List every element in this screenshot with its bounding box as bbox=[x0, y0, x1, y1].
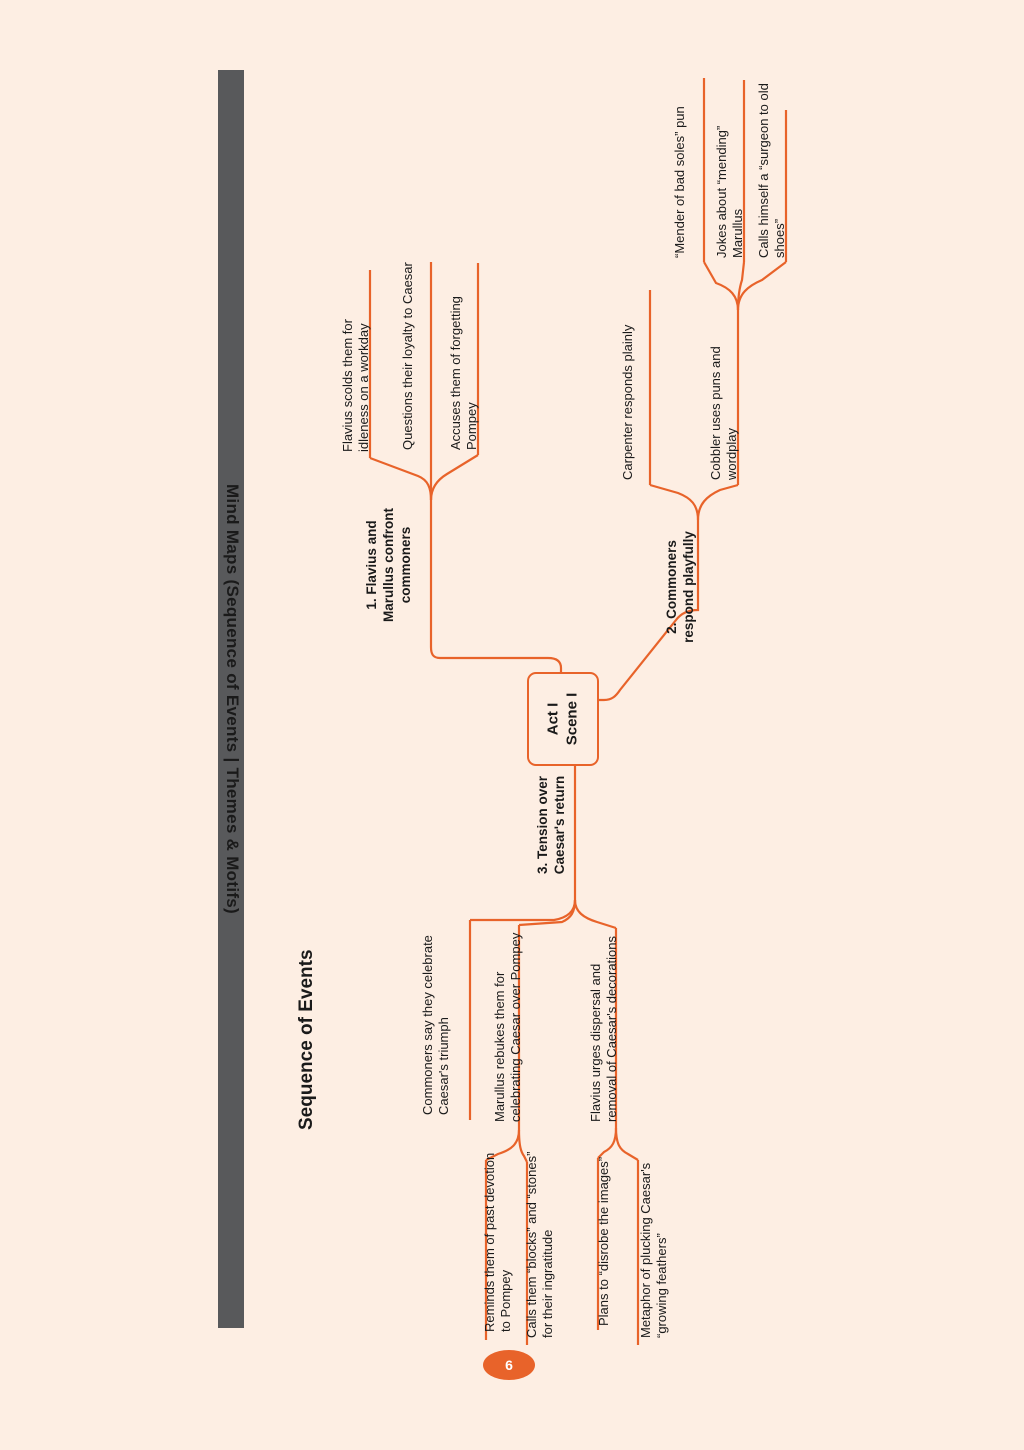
leaf-1-3: Accuses them of forgetting Pompey bbox=[448, 296, 480, 450]
branch-label-1: 1. Flavius and Marullus confront commoners bbox=[364, 508, 413, 622]
center-node-line2: Scene I bbox=[563, 692, 580, 746]
center-node-text bbox=[544, 693, 582, 746]
leaf-1-2: Questions their loyalty to Caesar bbox=[400, 262, 415, 450]
page-header-title: Mind Maps (Sequence of Events | Themes & Motifs) bbox=[223, 483, 242, 915]
leaf-1-1: Flavius scolds them for idleness on a workday bbox=[340, 319, 372, 452]
leaf-2-2: Cobbler uses puns and wordplay bbox=[708, 346, 740, 480]
leaf-3-3: Flavius urges dispersal and removal of Caesar's decorations bbox=[588, 935, 620, 1122]
leaf-3-sub-4: Metaphor of plucking Caesar's “growing feathers” bbox=[638, 1162, 670, 1338]
mindmap-center-node[interactable] bbox=[527, 672, 599, 766]
section-title: Sequence of Events bbox=[296, 949, 317, 1130]
leaf-3-1: Commoners say they celebrate Caesar's triumph bbox=[420, 935, 452, 1115]
branch-label-3: 3. Tension over Caesar's return bbox=[535, 775, 567, 875]
center-node-line1: Act I bbox=[544, 702, 562, 736]
leaf-3-sub-1: Reminds them of past devotion to Pompey bbox=[482, 1152, 514, 1332]
leaf-2-2-sub-1: “Mender of bad soles” pun bbox=[672, 106, 687, 258]
branch-label-2: 2. Commoners respond playfully bbox=[664, 531, 696, 643]
leaf-3-sub-3: Plans to “disrobe the images” bbox=[596, 1156, 611, 1326]
leaf-2-1: Carpenter responds plainly bbox=[620, 324, 635, 480]
leaf-2-2-sub-3: Calls himself a “surgeon to old shoes” bbox=[756, 83, 788, 258]
leaf-3-sub-2: Calls them “blocks” and “stones” for their ingratitude bbox=[524, 1151, 556, 1338]
leaf-3-2: Marullus rebukes them for celebrating Caesar over Pompey bbox=[492, 932, 524, 1122]
page-number-badge: 6 bbox=[483, 1350, 535, 1380]
leaf-2-2-sub-2: Jokes about “mending” Marullus bbox=[714, 125, 746, 258]
